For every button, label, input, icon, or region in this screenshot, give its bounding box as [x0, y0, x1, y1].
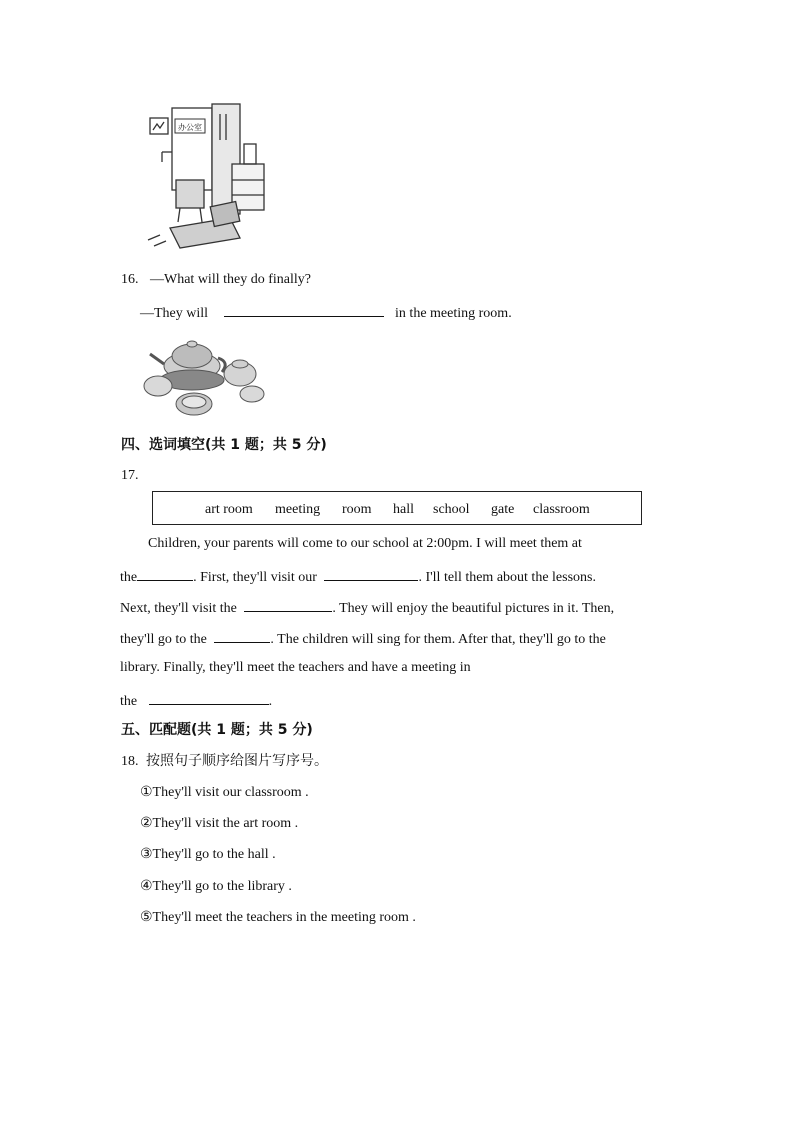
- q16-answer-suffix: in the meeting room.: [395, 306, 512, 321]
- q16-blank[interactable]: [224, 302, 384, 317]
- q17-blank-1[interactable]: [137, 566, 193, 581]
- word-bank-item: art room: [205, 502, 253, 517]
- q17-line2-end: . I'll tell them about the lessons.: [418, 570, 596, 585]
- q18-item: ②They'll visit the art room .: [140, 816, 299, 831]
- office-sign-text: 办公室: [178, 123, 202, 132]
- section5-heading: 五、匹配题(共 1 题；共 5 分): [121, 722, 313, 738]
- q17-line3-start: Next, they'll visit the: [120, 601, 237, 616]
- word-bank-item: classroom: [533, 502, 590, 517]
- q18-item: ④They'll go to the library .: [140, 879, 292, 894]
- word-bank-item: school: [433, 502, 470, 517]
- q18-question: [121, 752, 328, 771]
- q17-line4-end: . The children will sing for them. After that, they'll go to the: [270, 632, 606, 647]
- q17-blank-4[interactable]: [214, 628, 270, 643]
- q16-number: 16.: [121, 272, 139, 287]
- word-bank-item: room: [342, 502, 372, 517]
- q18-item: ③They'll go to the hall .: [140, 847, 276, 862]
- q17-line3: [120, 597, 614, 618]
- q18-number: 18.: [121, 754, 139, 769]
- q17-line5: library. Finally, they'll meet the teachers and have a meeting in: [120, 660, 471, 675]
- q17-blank-2[interactable]: [324, 566, 418, 581]
- q17-number: 17.: [121, 468, 139, 483]
- q17-blank-3[interactable]: [244, 597, 332, 612]
- word-bank-item: hall: [393, 502, 414, 517]
- q17-line2-mid: . First, they'll visit our: [193, 570, 317, 585]
- q18-item: ①They'll visit our classroom .: [140, 785, 309, 800]
- q17-line1: Children, your parents will come to our school at 2:00pm. I will meet them at: [148, 536, 582, 551]
- office-picture: [140, 100, 270, 250]
- q17-line6-end: .: [268, 694, 273, 709]
- q17-line4: [120, 628, 606, 649]
- tea-set-picture: [140, 328, 270, 420]
- word-bank: [152, 491, 642, 525]
- q17-line2-start: the: [120, 570, 138, 585]
- q16-answer: [140, 302, 512, 323]
- word-bank-item: gate: [491, 502, 515, 517]
- section4-heading: 四、选词填空(共 1 题；共 5 分): [121, 437, 327, 453]
- q18-instruction: 按照句子顺序给图片写序号。: [146, 753, 328, 769]
- q16-question-text: —What will they do finally?: [150, 272, 311, 287]
- q17-line6: [120, 690, 272, 711]
- q17-line2: [120, 566, 596, 587]
- q17-line6-start: the: [120, 694, 138, 709]
- q17-line4-start: they'll go to the: [120, 632, 207, 647]
- q17-line3-end: . They will enjoy the beautiful pictures in it. Then,: [332, 601, 615, 616]
- q18-item: ⑤They'll meet the teachers in the meeting room .: [140, 910, 416, 925]
- q16-question: [121, 271, 311, 289]
- q17-blank-5[interactable]: [149, 690, 269, 705]
- q16-answer-prefix: —They will: [140, 306, 209, 321]
- word-bank-item: meeting: [275, 502, 321, 517]
